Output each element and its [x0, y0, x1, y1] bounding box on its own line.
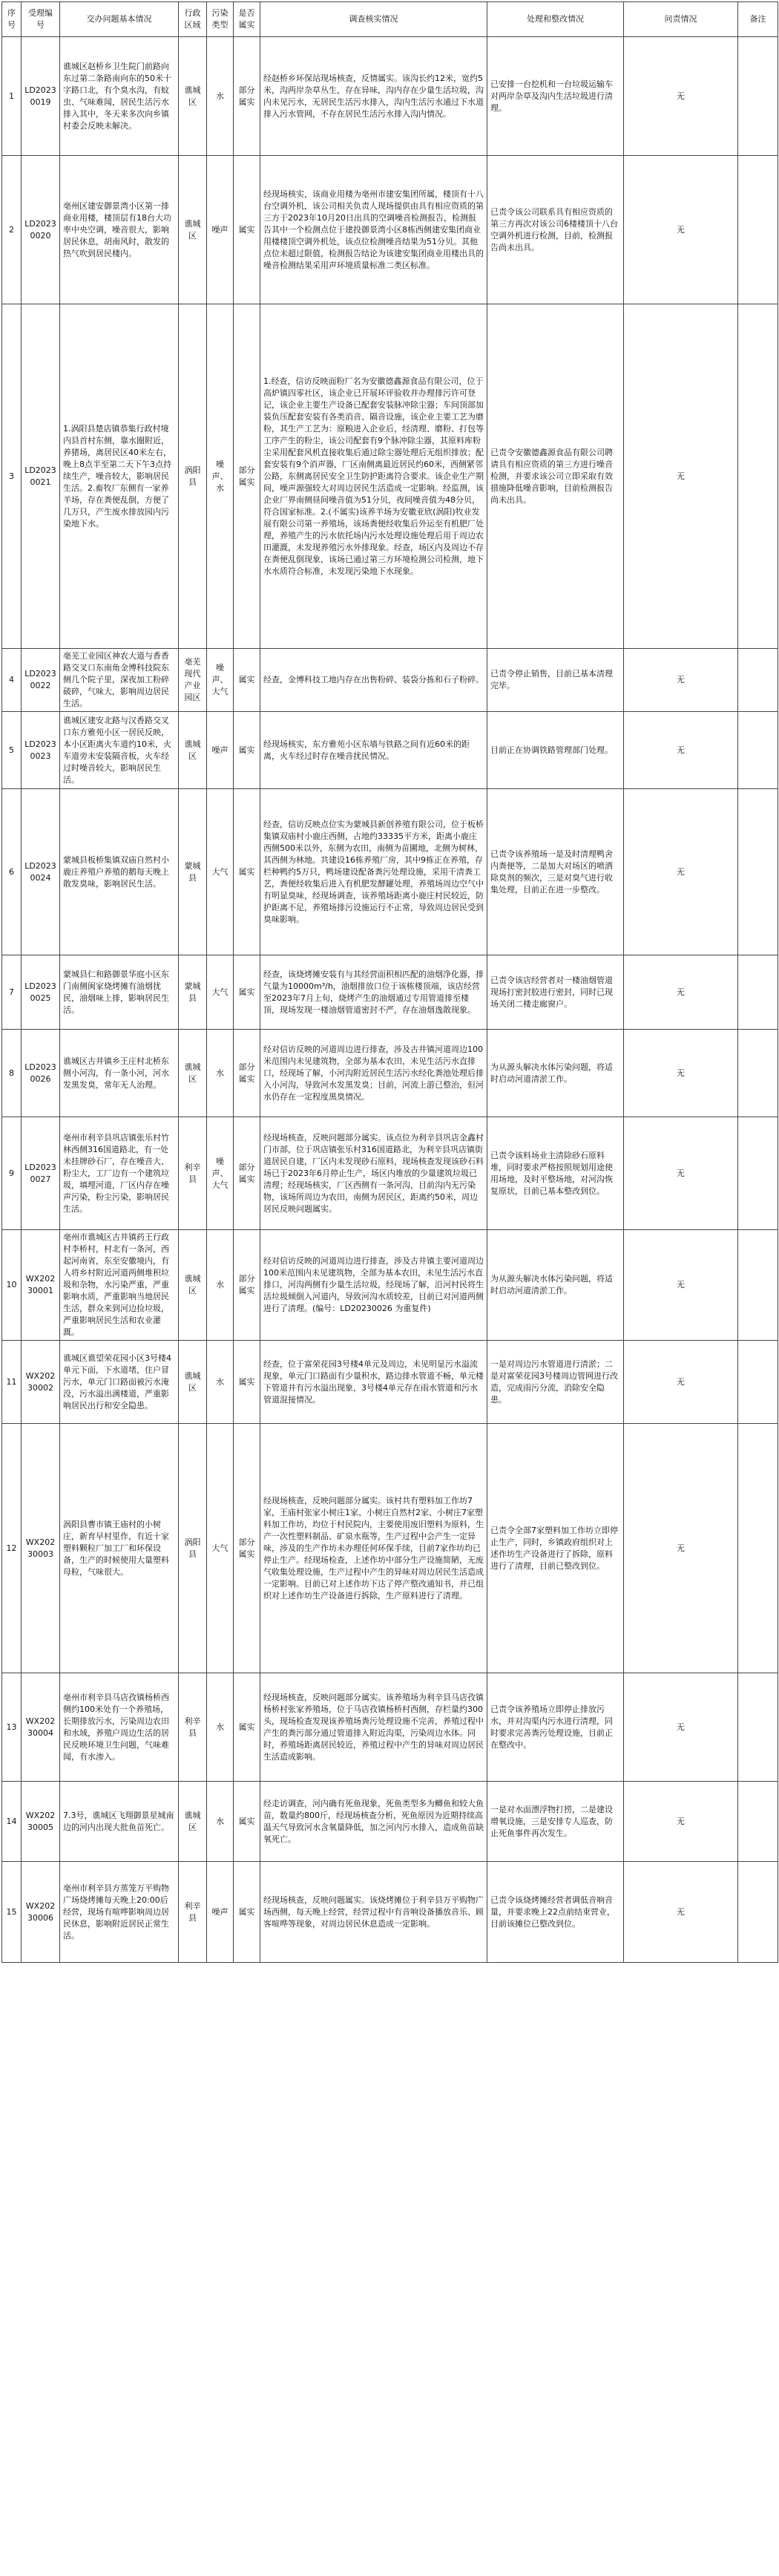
row-type: 大气: [207, 789, 234, 955]
row-verdict: 属实: [234, 1862, 260, 1963]
row-accountability: 无: [624, 789, 738, 955]
row-verdict: 部分属实: [234, 37, 260, 156]
row-type: 水: [207, 1673, 234, 1782]
row-issue: 亳州市谯城区古井镇药王行政村李桥村，村北有一条河，西起河南省，东至安徽境内，有人将乡村附近河道两侧堆积垃圾和杂物，水污染严重，严重影响水质，严重影响当地居民生活，群众来到河边捡垃圾，严重影响居民生活和农业灌溉。: [60, 1230, 179, 1341]
row-code: WX20230006: [22, 1862, 60, 1963]
row-code: WX20230003: [22, 1424, 60, 1673]
row-rectify: 已责令该养殖场立即停止排放污水，并对沟渠内污水进行清理，同时要求完善粪污处理设施，目前正在整改中。: [487, 1673, 624, 1782]
row-number: 8: [2, 1030, 22, 1117]
row-investigation: 经现场核实，东方雅苑小区东墙与铁路之间有近60米的距离，火车经过时存在噪音扰民情况。: [260, 712, 487, 789]
row-region: 谯城区: [179, 1782, 207, 1862]
row-accountability: 无: [624, 1782, 738, 1862]
row-region: 涡阳县: [179, 304, 207, 649]
row-region: 利辛县: [179, 1862, 207, 1963]
row-region: 谯城区: [179, 712, 207, 789]
row-type: 水: [207, 1230, 234, 1341]
row-verdict: 属实: [234, 789, 260, 955]
row-number: 11: [2, 1341, 22, 1424]
row-type: 噪声: [207, 1862, 234, 1963]
row-investigation: 经查，信访反映点位实为蒙城县新创养殖有限公司，位于板桥集镇双庙村小鹿庄西侧，占地约33335平方米，距离小鹿庄西侧500米以外，东侧为农田，南侧为苗圃地，北侧为树林，其西侧为林地。共建设16栋养殖厂房，其中9栋正在养殖，存栏种鸭约5万只，鸭场建设配备粪污处理设施，采用干清粪工艺，粪便经收集后进入有机肥发酵罐处理，养殖场周边空气中有明显臭味，经现场调查，该养殖场距离小鹿庄村民较近，防护距离不足，养殖场排污设施运行不正常，导致周边居民受到臭味影响。: [260, 789, 487, 955]
row-issue: 亳州市利辛县方蒸笼万平购物广场烧烤摊每天晚上20:00后经营，现场有喧哗影响周边居民休息，影响附近居民正常生活。: [60, 1862, 179, 1963]
header-investigation: 调查核实情况: [260, 2, 487, 37]
header-region: 行政区域: [179, 2, 207, 37]
row-number: 3: [2, 304, 22, 649]
row-issue: 亳芜工业园区神农大道与香香路交叉口东南角金博科技院东侧几个院子里，深夜加工粉碎破碎，气味大，影响周边居民生活。: [60, 649, 179, 712]
row-code: LD20230022: [22, 649, 60, 712]
row-accountability: 无: [624, 712, 738, 789]
row-verdict: 部分属实: [234, 1030, 260, 1117]
row-investigation: 经查，金博科技工地内存在出售粉碎、装袋分拣和石子粉碎。: [260, 649, 487, 712]
row-rectify: 已责令全部7家塑料加工作坊立即停止生产，同时，乡镇政府组织对上述作坊生产设备进行了拆除，原料进行了清理，目前已整改到位。: [487, 1424, 624, 1673]
complaint-table: [1, 1, 778, 1963]
table-row: [2, 1341, 778, 1424]
table-header: [2, 2, 778, 37]
row-investigation: 经现场核实，该商业用楼为亳州市建安集团所属，楼顶有十八台空调外机，该公司相关负责人现场提供由具有相应资质的第三方于2023年10月20日出具的空调噪音检测报告，检测报告其中一个检测点位于建投御景湾小区8栋西侧建安集团商业用楼楼顶空调外机处，该点位检测噪音结果为51分贝。其他点位未超过限值，检测报告结论为该建安集团商业用楼出具的噪音检测结果采用声环境质量标准二类区标准。: [260, 156, 487, 304]
row-issue: 谯城区古井镇乡王庄村北桥东侧小河沟，有一条小河，河水发黑发臭，常年无人治理。: [60, 1030, 179, 1117]
row-remark: [738, 955, 778, 1030]
row-accountability: 无: [624, 955, 738, 1030]
table-row: [2, 156, 778, 304]
header-issue: 交办问题基本情况: [60, 2, 179, 37]
row-region: 利辛县: [179, 1117, 207, 1230]
table-row: [2, 789, 778, 955]
table-row: [2, 1862, 778, 1963]
row-type: 噪声: [207, 712, 234, 789]
row-code: LD20230021: [22, 304, 60, 649]
row-region: 涡阳县: [179, 1424, 207, 1673]
row-remark: [738, 37, 778, 156]
row-type: 噪声: [207, 156, 234, 304]
row-verdict: 属实: [234, 1782, 260, 1862]
row-issue: 蒙城县仁和路御景华庭小区东门南侧闽家烧烤摊有油烟扰民，油烟味上排，影响居民生活。: [60, 955, 179, 1030]
row-verdict: 属实: [234, 712, 260, 789]
row-remark: [738, 649, 778, 712]
row-type: 噪声、大气: [207, 1117, 234, 1230]
row-remark: [738, 1424, 778, 1673]
row-investigation: 经走访调查，河内确有死鱼现象，死鱼类型多为鲫鱼和较大鱼苗，数量约800斤，经现场核查分析，死鱼原因为近期持续高温天气导致河水含氧量降低，加之河内污水排入，造成鱼苗缺氧死亡。: [260, 1782, 487, 1862]
row-number: 14: [2, 1782, 22, 1862]
row-investigation: 经现场核查，反映问题部分属实。该村共有塑料加工作坊7家，王庙村张家小树庄1家、小树庄自然村2家、小树庄7家塑料加工作坊，均位于村民院内，主要使用废旧塑料为原料，生产一次性塑料制品、矿泉水瓶等，生产过程中会产生一定异味，涉及的生产作坊未办理任何环保手续，目前7家作坊均已停止生产。经现场检查，上述作坊中部分生产设施简陋，无废气收集处理设施，生产过程中产生的异味对周边居民生活造成一定影响。目前已对上述作坊下达了停产整改通知书，并已组织对上述作坊生产设备进行拆除，生产原料进行了清理。: [260, 1424, 487, 1673]
table-row: [2, 1030, 778, 1117]
row-code: LD20230025: [22, 955, 60, 1030]
row-region: 谯城区: [179, 37, 207, 156]
row-rectify: 为从源头解决水体污染问题，将适时启动河道清淤工作。: [487, 1030, 624, 1117]
table-row: [2, 1782, 778, 1862]
table-row: [2, 1673, 778, 1782]
row-number: 6: [2, 789, 22, 955]
row-code: LD20230019: [22, 37, 60, 156]
row-code: LD20230023: [22, 712, 60, 789]
row-rectify: 已责令停止销售，目前已基本清理完毕。: [487, 649, 624, 712]
row-accountability: 无: [624, 1341, 738, 1424]
row-number: 12: [2, 1424, 22, 1673]
row-issue: 亳州区建安御景湾小区第一排商业用楼，楼顶层有18台大功率中央空调，噪音很大，影响居民休息，胡南风时，散发的热气吹到居民楼内。: [60, 156, 179, 304]
row-issue: 亳州市利辛县马店孜镇杨桥西侧约100米处有一个养殖场，长期排放污水，污染周边农田和水域，养殖户周边生活的居民反映环境卫生问题，气味难闻，有水渗入。: [60, 1673, 179, 1782]
row-region: 亳芜现代产业园区: [179, 649, 207, 712]
row-remark: [738, 1230, 778, 1341]
row-code: LD20230027: [22, 1117, 60, 1230]
row-accountability: 无: [624, 1673, 738, 1782]
row-verdict: 属实: [234, 1341, 260, 1424]
row-remark: [738, 712, 778, 789]
row-issue: 7.3号，谯城区飞翔御景星城南边的河内出现大批鱼苗死亡。: [60, 1782, 179, 1862]
row-number: 13: [2, 1673, 22, 1782]
row-investigation: 经对信访反映的河道周边进行排查，涉及古井镇河道周边100米范围内未见建筑物，全部为基本农田，未见生活污水直排口，经现场了解，小河沟附近居民生活污水经化粪池处理后排入小河沟，导致河水发黑发臭；目前，河流上游已整治，但河水仍存在一定程度黑臭情况。: [260, 1030, 487, 1117]
row-investigation: 经对信访反映的河道周边进行排查，涉及古井镇主要河道周边100米范围内未见建筑物，全部为基本农田，未见生活污水直排口，河沟两侧有少量生活垃圾，经现场了解，沿河村民将生活垃圾倾倒入河道内，导致河沟水质较差，目前已对河道两侧进行了清理。(编号：LD20230026 为重复件): [260, 1230, 487, 1341]
header-accountability: 问责情况: [624, 2, 738, 37]
table-row: [2, 955, 778, 1030]
row-verdict: 部分属实: [234, 304, 260, 649]
table-row: [2, 649, 778, 712]
table-row: [2, 37, 778, 156]
row-region: 谯城区: [179, 156, 207, 304]
row-remark: [738, 156, 778, 304]
row-rectify: 已责令该店经营者对一楼油烟管道现场打密封胶进行密封，同时已现场关闭二楼走廊窗户。: [487, 955, 624, 1030]
row-type: 水: [207, 1782, 234, 1862]
row-issue: 涡阳县曹市镇王庙村的小树庄，新育早村里作，有近十家塑料颗粒厂加工厂和环保设备，生产的时候使用大量塑料母粒，气味很大。: [60, 1424, 179, 1673]
row-verdict: 部分属实: [234, 1117, 260, 1230]
row-remark: [738, 789, 778, 955]
row-verdict: 属实: [234, 649, 260, 712]
header-remark: 备注: [738, 2, 778, 37]
row-accountability: 无: [624, 1230, 738, 1341]
row-region: 蒙城县: [179, 955, 207, 1030]
row-rectify: 已安排一台挖机和一台垃圾运输车对两岸杂草及沟内生活垃圾进行清理。: [487, 37, 624, 156]
row-rectify: 已责令该公司联系具有相应资质的第三方再次对该公司6楼楼顶十八台空调外机进行检测，目前，检测报告尚未出具。: [487, 156, 624, 304]
table-row: [2, 1424, 778, 1673]
row-region: 谯城区: [179, 1230, 207, 1341]
table-row: [2, 304, 778, 649]
row-rectify: 已责令该烧烤摊经营者调低音响音量，并要求晚上22点前结束营业，目前该摊位已整改到位。: [487, 1862, 624, 1963]
row-number: 5: [2, 712, 22, 789]
row-remark: [738, 1673, 778, 1782]
row-type: 大气: [207, 955, 234, 1030]
table-row: [2, 712, 778, 789]
row-region: 蒙城县: [179, 789, 207, 955]
header-code: 受理编号: [22, 2, 60, 37]
row-code: LD20230020: [22, 156, 60, 304]
row-type: 水: [207, 1030, 234, 1117]
row-number: 1: [2, 37, 22, 156]
row-rectify: 目前正在协调铁路管理部门处理。: [487, 712, 624, 789]
row-rectify: 已责令该养殖场一是及时清理鸭舍内粪便等，二是加大对场区的喷洒除臭剂的频次，三是对臭气进行收集处理，目前正在进一步整改。: [487, 789, 624, 955]
row-issue: 谯城区建安北路与汉香路交叉口东方雅苑小区一居民反映，本小区距离火车道约10米，火车道旁未安装隔音板，火车经过时噪音较大，影响居民生活。: [60, 712, 179, 789]
row-number: 7: [2, 955, 22, 1030]
row-code: WX20230005: [22, 1782, 60, 1862]
header-verdict: 是否属实: [234, 2, 260, 37]
row-remark: [738, 1030, 778, 1117]
row-remark: [738, 1782, 778, 1862]
row-remark: [738, 1862, 778, 1963]
row-verdict: 部分属实: [234, 1230, 260, 1341]
row-investigation: 1.经查，信访反映面粉厂名为安徽德鑫源食品有限公司，位于高炉镇四零社区，该企业已开展环评验收并办理排污许可登记，该企业主要生产设备已配套安装脉冲除尘器；车间顶部加装负压配套安装有各类消音、隔音设施，该企业主要工艺为磨粉，其生产工艺为：原粮进入企业后，经清理、磨粉、打包等工序产生的粉尘，该公司配套有9个脉冲除尘器，其原料库粉尘采用配套风机直接收集后通过除尘器处理后无组织排放；配套安装有9个消声器，厂区南侧离最近居民约60米，西侧紧邻公路，东侧离居民安全卫生防护距离符合要求。该企业生产期间，噪声源强较大对周边居民生活造成一定影响。经监测，该企业厂界南侧昼间噪音值为51分贝，夜间噪音值为48分贝，符合国家标准。2.(不属实)该养羊场为安徽亚欣(涡阳)牧业发展有限公司第一养殖场，该场粪便经收集后外运至有机肥厂处理，养殖产生的污水依托场内污水处理设施处理后用于周边农田灌溉，未发现养殖污水外排现象。经查，场区内及周边不存在粪便乱倒现象，该场已通过第三方环境检测公司检测，地下水水质符合标准，未发现污染地下水现象。: [260, 304, 487, 649]
row-region: 谯城区: [179, 1030, 207, 1117]
row-issue: 亳州市利辛县巩店镇张乐村竹林西侧316国道路北，有一处未挂牌砂石厂，存在噪音大、粉尘大，工厂边有一个建筑垃圾，填埋河道，厂区内存在噪声污染，粉尘污染，影响居民生活。: [60, 1117, 179, 1230]
row-investigation: 经查，该烧烤摊安装有与其经营面积相匹配的油烟净化器，排气量为10000m³/h，油烟排放口位于该栋楼顶端，该店经营至2023年7月上旬，烧烤产生的油烟通过专用管道排至楼顶，现场发现一楼油烟管道密封不严，存在油烟逸散现象。: [260, 955, 487, 1030]
row-investigation: 经现场核查，反映问题部分属实。该养殖场为利辛县马店孜镇杨桥村张家养殖场，位于马店孜镇杨桥村西侧，存栏量约300头，现场检查发现该养殖场粪污处理设施不完善，养殖过程中产生的粪污部分通过管道排入附近沟渠，污染周边水体。同时，养殖场距离居民较近，养殖过程中产生的异味对周边居民生活造成影响。: [260, 1673, 487, 1782]
row-code: WX20230002: [22, 1341, 60, 1424]
row-rectify: 一是对周边污水管道进行清淤；二是对富荣花园3号楼周边管网进行改造，完成雨污分流，消除安全隐患。: [487, 1341, 624, 1424]
row-type: 水: [207, 37, 234, 156]
row-remark: [738, 1341, 778, 1424]
table-row: [2, 1230, 778, 1341]
row-rectify: 一是对水面漂浮物打捞，二是建设增氧设施，三是安排专人巡查，防止死鱼事件再次发生。: [487, 1782, 624, 1862]
row-type: 大气: [207, 1424, 234, 1673]
row-issue: 谯城区谯望荣花园小区3号楼4单元下面，下水道堵，住户冒污水，单元门口路面被污水淹没，污水溢出满楼道，严重影响居民出行和安全隐患。: [60, 1341, 179, 1424]
row-region: 利辛县: [179, 1673, 207, 1782]
row-accountability: 无: [624, 649, 738, 712]
row-remark: [738, 304, 778, 649]
table-row: [2, 1117, 778, 1230]
row-accountability: 无: [624, 1117, 738, 1230]
row-code: WX20230004: [22, 1673, 60, 1782]
row-accountability: 无: [624, 156, 738, 304]
row-code: LD20230026: [22, 1030, 60, 1117]
header-type: 污染类型: [207, 2, 234, 37]
row-accountability: 无: [624, 1862, 738, 1963]
row-investigation: 经查，位于富荣花园3号楼4单元及周边，未见明显污水溢流现象，单元门口路面有少量积水，路边排水管道不畅，单元楼下管道井有污水溢出现象，3号楼4单元存在雨水管道和污水管道混接情况。: [260, 1341, 487, 1424]
row-type: 噪声、水: [207, 304, 234, 649]
row-code: LD20230024: [22, 789, 60, 955]
row-investigation: 经赵桥乡环保站现场核查，反情属实。该沟长约12米，宽约5米，沟两岸杂草丛生，存在异味，沟内存在少量生活垃圾，沟内未见污水，无居民生活污水排入，沟内生活污水通过下水道排入污水管网，不存在居民生活污水排入沟内情况。: [260, 37, 487, 156]
row-issue: 蒙城县板桥集镇双庙自然村小鹿庄养殖户养殖的鹅每天晚上散发臭味，影响居民生活。: [60, 789, 179, 955]
row-verdict: 部分属实: [234, 1424, 260, 1673]
row-type: 水: [207, 1341, 234, 1424]
row-issue: 谯城区赵桥乡卫生院门前路向东过第二条路南向东的50米十字路口北，有个臭水沟，有蚊虫、气味难闻，居民生活污水排入其中，冬天来多次向乡镇村委会反映未解决。: [60, 37, 179, 156]
row-remark: [738, 1117, 778, 1230]
header-rectify: 处理和整改情况: [487, 2, 624, 37]
row-number: 9: [2, 1117, 22, 1230]
row-verdict: 属实: [234, 955, 260, 1030]
row-accountability: 无: [624, 37, 738, 156]
row-investigation: 经现场核查，反映问题属实。该烧烤摊位于利辛县万平购物广场西侧，每天晚上经营，经营过程中有音响设备播放音乐、顾客喧哗等现象，对周边居民休息造成一定影响。: [260, 1862, 487, 1963]
row-accountability: 无: [624, 1424, 738, 1673]
row-accountability: 无: [624, 304, 738, 649]
row-type: 噪声、大气: [207, 649, 234, 712]
row-issue: 1.涡阳县楚店镇恭集行政村境内县首村东侧，靠水圈附近，养猪场，离居民区40米左右，晚上8点半至第二天下午3点持续生产，噪音较大，影响居民生活。2.畜牧厂东侧有一家养羊场，存在粪便乱倒，方便了几万只，产生废水排放园内污染地下水。: [60, 304, 179, 649]
header-no: 序号: [2, 2, 22, 37]
row-investigation: 经现场核查，反映问题部分属实。该点位为利辛县巩店金鑫村门市部，位于巩店镇张乐村316国道路北，为利辛县巩店镇街道居民自建，厂区内未发现砂石原料，现场核查发现该砂石料场已于2023年6月停止生产，场区内堆放的少量建筑垃圾已清理；经现场核实，厂区西侧有一条河沟，目前沟内无污染物，该场所周边为农田，南侧为居民区，距离约50米，周边居民反映问题属实。: [260, 1117, 487, 1230]
row-number: 10: [2, 1230, 22, 1341]
row-rectify: 已责令该料场业主清除砂石原料堆，同时要求严格按照规划用途使用场地，及时平整场地，对河沟恢复原状，目前已基本整改到位。: [487, 1117, 624, 1230]
row-verdict: 属实: [234, 1673, 260, 1782]
row-verdict: 属实: [234, 156, 260, 304]
row-region: 谯城区: [179, 1341, 207, 1424]
row-number: 15: [2, 1862, 22, 1963]
row-rectify: 为从源头解决水体污染问题，将适时启动河道清淤工作。: [487, 1230, 624, 1341]
row-rectify: 已责令安徽德鑫源食品有限公司聘请具有相应资质的第三方进行噪音检测，并要求该公司立即采取有效措施降低噪音影响，目前检测报告尚未出具。: [487, 304, 624, 649]
row-number: 2: [2, 156, 22, 304]
row-accountability: 无: [624, 1030, 738, 1117]
row-number: 4: [2, 649, 22, 712]
row-code: WX20230001: [22, 1230, 60, 1341]
